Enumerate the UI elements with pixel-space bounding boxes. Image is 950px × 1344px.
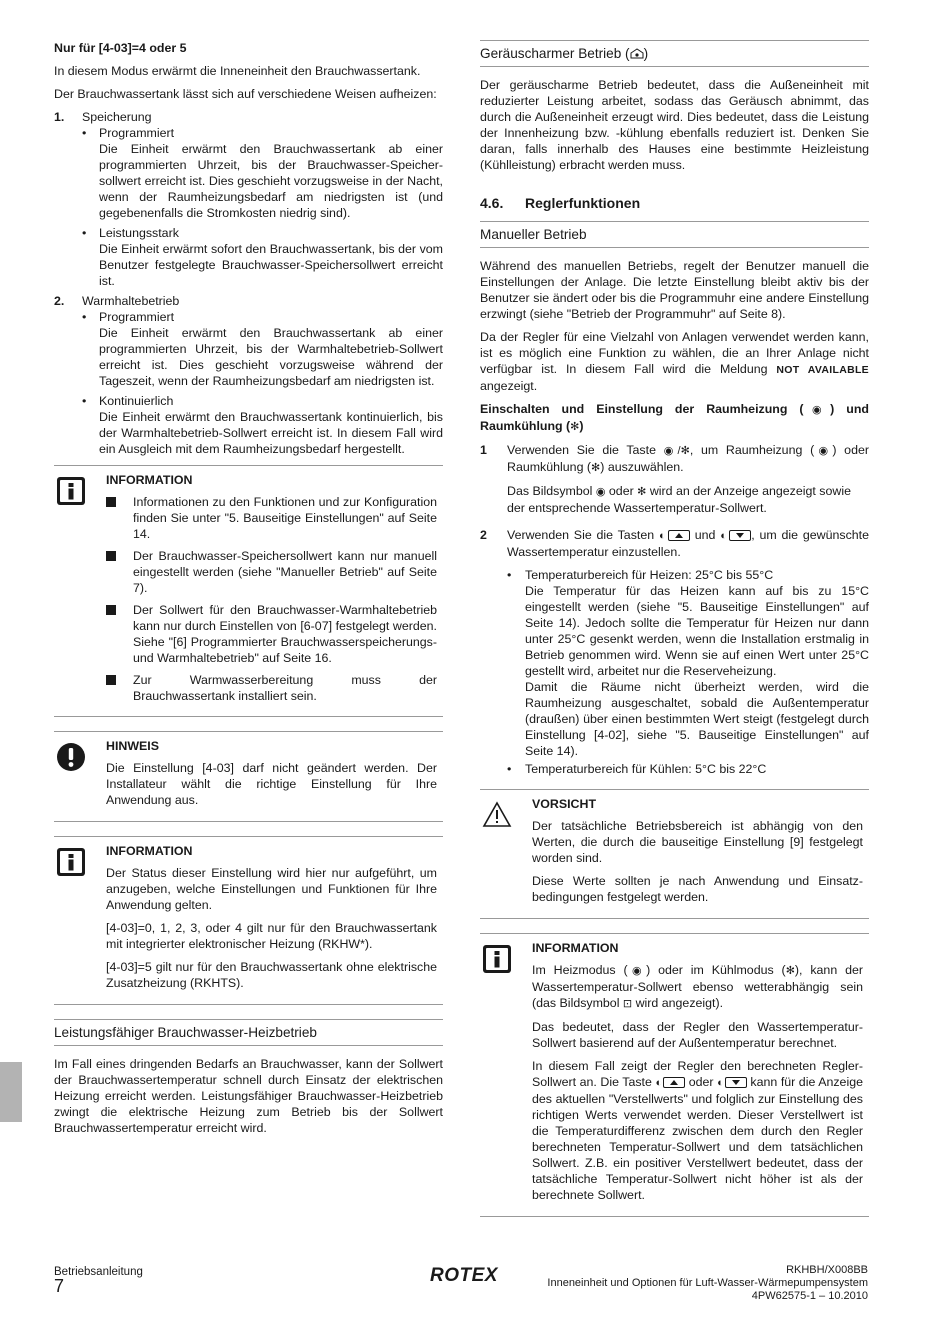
- bullet-title: Programmiert: [99, 126, 175, 140]
- thermometer-icon: ◐: [655, 1077, 663, 1089]
- warning-triangle-icon: [482, 800, 512, 830]
- list-item: [54, 293, 443, 309]
- bold-heading: Einschalten und Einstellung der Raumheizung (◉) und Raumkühlung (✻): [480, 402, 869, 433]
- square-bullet: [106, 675, 116, 685]
- cooling-mode-icon: ✻: [637, 486, 647, 498]
- bullet-dot: •: [82, 310, 87, 324]
- square-bullet: [106, 497, 116, 507]
- heat-cool-key-icon: ◉/✻: [663, 445, 690, 457]
- bullet-text: Die Einheit erwärmt den Brauchwassertank kontinuierlich, bis der Warmhaltebetrieb-Sollwert erreicht ist. In diesem Fall wird ein Ausgleich mit dem Raumheizungsbedarf hergestellt.: [99, 410, 443, 456]
- cooling-mode-icon: ✻: [785, 965, 795, 977]
- paragraph: Im Fall eines dringenden Bedarfs an Brauchwasser, kann der Sollwert der Brauchwassertemperatur schnell durch Einsatz der elektrischen Heizung erreicht werden. Leistungsfähiger Brauchwasser-Heizbetrieb zwingt die elektrische Heizung zum Betrieb bis der Sollwert Brauchwassertemperatur erreicht wird.: [54, 1057, 443, 1135]
- bullet-item: [82, 125, 443, 141]
- heating-mode-icon: ◉: [803, 404, 831, 416]
- section-heading: Nur für [4-03]=4 oder 5: [54, 41, 187, 55]
- page-number: 7: [54, 1276, 65, 1296]
- box-text: [4-03]=5 gilt nur für den Brauchwassertank ohne elektrische Zusatzheizung (RKHTS).: [106, 960, 437, 990]
- heating-methods-list: [54, 109, 443, 457]
- exclamation-icon: [56, 742, 86, 772]
- heating-mode-icon: ◉: [627, 965, 647, 977]
- weather-dependent-icon: ⊡: [622, 998, 633, 1010]
- information-box: INFORMATION Im Heizmodus (◉) oder im Kühlmodus (✻), kann der Wassertemperatur-Sollwert ebenso wetterabhängig sein (das Bildsymbol ⊡ wird angezeigt). Das bedeutet, dass der Regler den Wassertemperatur-Sollwert basierend auf der Außentemperatur berechnet. In diesem Fall zeigt der Regler den berechneten Regler-Sollwert an. Die Taste ◐ oder ◐ kann für die Anzeige des aktuellen "Verstellwerts" und folglich zur Einstellung des richtigen Werts verwendet werden. Dieser Verstellwert ist die Temperaturdifferenz zwischen dem durch den Regler berechneten Temperatur-Sollwert und dem tatsächlichen Sollwert. Z.B. ein positiver Verstellwert bedeutet, dass der tatsächliche Temperatur-Sollwert nicht höher ist als der berechnete Sollwert.: [480, 933, 869, 1217]
- chapter-tab: [0, 1062, 22, 1122]
- step-2: 2 Verwenden Sie die Tasten ◐ und ◐ , um die gewünschte Wassertemperatur einzustellen. • Temperaturbereich für Heizen: 25°C bis 55°C Die Temperatur für das Heizen kann auf bis zu 15°C eingestellt werden (siehe "5. Bauseitige Einstellungen" auf Seite 14). Jedoch sollte die Temperatur für Heizen nur dann unter 25°C gesenkt werden, wenn die Installation erstmalig in Betrieb genommen wird. Wenn sie auf einen Wert unter 25°C gestellt wird, arbeitet nur die Reserveheizung. Damit die Räume nicht überheizt werden, wird die Raumheizung ausgeschaltet, sobald die Außentemperatur (draußen) über einen bestimmten Wert steigt (festgelegt durch Einstellung [4-02], siehe "5. Bauseitige Einstellungen" auf Seite 14). • Temperaturbereich für Kühlen: 5°C bis 22°C: [480, 528, 869, 776]
- bullet-title: Kontinuierlich: [99, 394, 174, 408]
- box-title: INFORMATION: [532, 941, 619, 955]
- display-message: NOT AVAILABLE: [776, 364, 869, 376]
- brand-logo: ROTEX: [430, 1265, 498, 1286]
- list-item: [54, 109, 443, 125]
- square-bullet: [106, 551, 116, 561]
- information-box: [54, 836, 443, 1005]
- box-text: [4-03]=0, 1, 2, 3, oder 4 gilt nur für den Brauchwassertank mit integrierter elektronischer Heizung (RKHW*).: [106, 921, 437, 951]
- info-icon: [56, 847, 86, 877]
- list-number: 1.: [54, 110, 65, 124]
- step-1: 1 Verwenden Sie die Taste ◉/✻, um Raumheizung (◉) oder Raumkühlung (✻) auszuwählen. Das Bildsymbol ◉ oder ✻ wird an der Anzeige angezeigt sowie der entsprechende Wassertemperatur-Sollwert.: [480, 443, 869, 515]
- quiet-mode-icon: [630, 48, 644, 59]
- bullet-dot: •: [82, 126, 87, 140]
- bullet-text: Die Einheit erwärmt den Brauchwassertank ab einer programmierten Uhrzeit, bis der Brauchwasser-Speicher-sollwert erreicht ist. Dies geschieht vorzugsweise in der Nacht, wenn der Raumheizungsbedarf am niedrigsten ist (und gegebenenfalls die Stromkosten niedrig sind).: [99, 142, 443, 220]
- bullet-item: [82, 309, 443, 325]
- thermometer-icon: ◐: [658, 530, 667, 542]
- bullet-item: • Temperaturbereich für Heizen: 25°C bis 55°C Die Temperatur für das Heizen kann auf bis zu 15°C eingestellt werden (siehe "5. Bauseitige Einstellungen" auf Seite 14). Jedoch sollte die Temperatur für Heizen nur dann unter 25°C gesenkt werden, wenn die Installation erstmalig in Betrieb genommen wird. Wenn sie auf einen Wert unter 25°C gestellt wird, arbeitet nur die Reserveheizung. Damit die Räume nicht überheizt werden, wird die Raumheizung ausgeschaltet, sobald die Außentemperatur (draußen) über einen bestimmten Wert steigt (festgelegt durch Einstellung [4-02], siehe "5. Bauseitige Einstellungen" auf Seite 14).: [507, 568, 869, 758]
- down-key-icon: [729, 530, 751, 541]
- bullet-dot: •: [82, 394, 87, 408]
- box-title: INFORMATION: [106, 844, 193, 858]
- bullet-title: Programmiert: [99, 310, 175, 324]
- info-icon: [482, 944, 512, 974]
- list-item: Der Brauchwasser-Speichersollwert kann nur manuell eingestellt werden (siehe "Manueller Betrieb" auf Seite 7).: [106, 548, 437, 596]
- cooling-mode-icon: ✻: [591, 462, 601, 474]
- footer-meta: RKHBH/X008BB Inneneinheit und Optionen für Luft-Wasser-Wärmepumpensystem 4PW62575-1 – 10.2010: [547, 1264, 868, 1302]
- section-number: 4.6.: [480, 195, 504, 211]
- footer-doc-type: Betriebsanleitung: [54, 1266, 143, 1278]
- section-label: Reglerfunktionen: [525, 195, 641, 211]
- information-box: [54, 465, 443, 717]
- subsection-title-quiet: Geräuscharmer Betrieb ( ): [480, 40, 869, 67]
- info-icon: [56, 476, 86, 506]
- bullet-dot: •: [82, 226, 87, 240]
- box-title: HINWEIS: [106, 739, 160, 753]
- bullet-text: Die Einheit erwärmt sofort den Brauchwassertank, bis der vom Benutzer festgelegte Brauchwasser-Speichersollwert erreicht ist.: [99, 242, 443, 288]
- thermometer-icon: ◐: [720, 530, 729, 542]
- up-key-icon: [668, 530, 690, 541]
- box-title: VORSICHT: [532, 797, 597, 811]
- subsection-title: Manueller Betrieb: [480, 221, 869, 248]
- bullet-item: [82, 225, 443, 241]
- down-key-icon: [725, 1077, 747, 1088]
- bullet-title: Leistungsstark: [99, 226, 179, 240]
- thermometer-icon: ◐: [717, 1077, 724, 1089]
- paragraph: Da der Regler für eine Vielzahl von Anlagen verwendet werden kann, ist es möglich eine Funktion zu wählen, die an Ihrer Anlage nicht verfügbar ist. In diesem Fall wird die Meldung NOT AVAILABLE angezeigt.: [480, 330, 869, 393]
- bullet-item: • Temperaturbereich für Kühlen: 5°C bis 22°C: [507, 762, 767, 776]
- list-label: Warmhaltebetrieb: [82, 294, 180, 308]
- box-text: Die Einstellung [4-03] darf nicht geändert werden. Der Installateur wählt die richtige Einstellung für Ihre Anwendung aus.: [106, 761, 437, 807]
- list-item: Informationen zu den Funktionen und zur Konfiguration finden Sie unter "5. Bauseitige Einstellungen" auf Seite 14.: [106, 494, 437, 542]
- heating-mode-icon: ◉: [595, 486, 606, 498]
- paragraph: Während des manuellen Betriebs, regelt der Benutzer manuell die Einstellungen der Anlage. Die letzte Einstellung bleibt aktiv bis der Benutzer sie ändert oder bis die Programmuhr eine andere Einstellung erzwingt (siehe "Betrieb der Programmuhr" auf Seite 8).: [480, 259, 869, 321]
- list-item: Zur Warmwasserbereitung muss der Brauchwassertank installiert sein.: [106, 672, 437, 704]
- box-title: INFORMATION: [106, 473, 193, 487]
- subsection-title: Leistungsfähiger Brauchwasser-Heizbetrieb: [54, 1019, 443, 1046]
- bullet-item: [82, 393, 443, 409]
- right-column: [480, 40, 869, 1231]
- left-column: [54, 40, 443, 1143]
- up-key-icon: [663, 1077, 685, 1088]
- paragraph: Der geräuscharme Betrieb bedeutet, dass die Außeneinheit mit reduzierter Leistung arbeitet, sodass das Geräusch abnimmt, das durch die Außeneinheit erzeugt wird. Dies bedeutet, dass die Leistung der Innenheizung bzw. -kühlung ebenfalls reduziert ist. Denken Sie daran, falls innerhalb des Hauses eine bestimmte Heizleistung (Kühlleistung) erbracht werden muss.: [480, 78, 869, 172]
- vorsicht-box: VORSICHT Der tatsächliche Betriebsbereich ist abhängig von den Werten, die durch die bauseitige Einstellung [9] festgelegt worden sind. Diese Werte sollten je nach Anwendung und Einsatz-bedingungen festgelegt werden.: [480, 789, 869, 919]
- list-item: Der Sollwert für den Brauchwasser-Warmhaltebetrieb kann nur durch Einstellen von [6-07] festgelegt werden. Siehe "[6] Programmierter Brauchwasserspeicherungs- und Warmhaltebetrieb" auf Seite 16.: [106, 602, 437, 666]
- hinweis-box: [54, 731, 443, 822]
- cooling-mode-icon: ✻: [570, 421, 580, 433]
- bullet-text: Die Einheit erwärmt den Brauchwassertank ab einer programmierten Uhrzeit, bis der Warmhaltebetrieb-Sollwert erreicht ist. Dies geschieht vorzugsweise während der Tageszeit, wenn der Raumheizungsbedarf am niedrigsten ist.: [99, 326, 443, 388]
- section-title: [480, 195, 869, 211]
- box-text: Der Status dieser Einstellung wird hier nur aufgeführt, um anzugeben, welche Einstellungen und Funktionen für Ihre Anwendung gelten.: [106, 866, 437, 912]
- paragraph: Der Brauchwassertank lässt sich auf verschiedene Weisen aufheizen:: [54, 87, 437, 101]
- list-label: Speicherung: [82, 110, 152, 124]
- square-bullet: [106, 605, 116, 615]
- paragraph: In diesem Modus erwärmt die Inneneinheit den Brauchwassertank.: [54, 64, 421, 78]
- heating-mode-icon: ◉: [814, 445, 833, 457]
- list-number: 2.: [54, 294, 65, 308]
